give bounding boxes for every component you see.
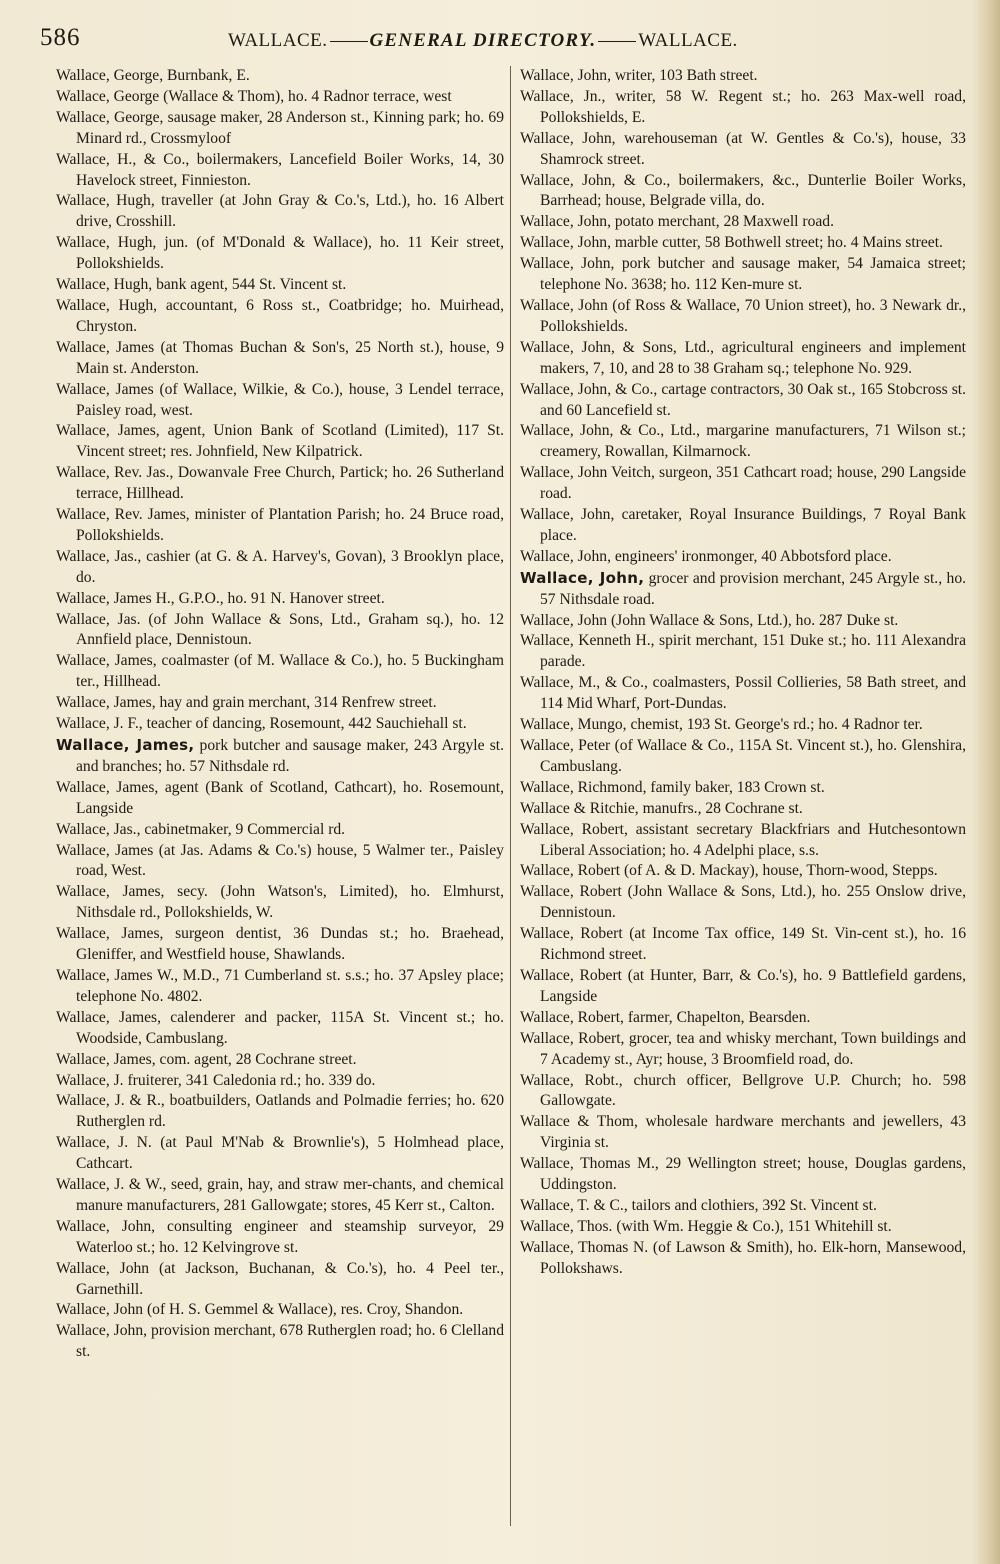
- entry-text: Wallace, J. N. (at Paul M'Nab & Brownlie's), 5: [56, 1134, 386, 1152]
- entry-text: Graham sq.; telephone No. 929.: [713, 359, 913, 377]
- directory-entry: [520, 338, 966, 380]
- entry-text: Wallace, Jas. (of John Wallace & Sons, Ltd., Graham: [56, 610, 419, 628]
- directory-entry: [520, 924, 966, 966]
- entry-text: Wallace, Thomas N. (of Lawson & Smith), ho. Elk-: [520, 1238, 849, 1256]
- page-edge: [978, 0, 1000, 1564]
- directory-entry: [56, 1071, 504, 1092]
- entry-text: Wallace, James H., G.P.O., ho. 91 N. Hanover street.: [56, 589, 385, 607]
- directory-entry: [520, 1112, 966, 1154]
- running-head-center: GENERAL DIRECTORY.: [369, 30, 597, 51]
- entry-text: North st.), house, 9 Main st. Anderston.: [76, 338, 505, 377]
- directory-entry: [520, 673, 966, 715]
- entry-text: Wallace, T. & C., tailors and clothiers, 392 St.: [520, 1196, 807, 1214]
- directory-entry: [56, 547, 504, 589]
- entry-text: Wallace, George, sausage maker, 28 Anderson st.,: [56, 108, 369, 126]
- directory-entry: [56, 505, 504, 547]
- entry-text: wood, Stepps.: [849, 862, 938, 880]
- entry-text: road; ho. 6 Clelland st.: [76, 1322, 504, 1361]
- entry-text: Wallace, John, marble cutter, 58 Bothwell street; ho.: [520, 234, 847, 252]
- entry-text: Wallace, John (of H. S. Gemmel & Wallace), res.: [56, 1301, 363, 1319]
- entry-text: 4 Mains street.: [850, 234, 943, 252]
- entry-text: Wallace, John (John Wallace & Sons, Ltd.), ho. 287: [520, 611, 843, 629]
- entry-text: Wallace, Hugh, jun. (of M'Donald & Wallace), ho.: [56, 234, 400, 252]
- entry-text: Wallace, J. F., teacher of dancing, Rosemount, 442: [56, 715, 372, 733]
- directory-entry: [520, 171, 966, 213]
- directory-entry: [520, 505, 966, 547]
- directory-entry: [56, 66, 504, 87]
- column-rule: [510, 66, 511, 1526]
- entry-text: grocer and provision merchant,: [644, 569, 846, 587]
- directory-entry: [56, 421, 504, 463]
- entry-text: Wallace, Robert, farmer, Chapelton, Bearsden.: [520, 1008, 811, 1026]
- directory-entry: [520, 1008, 966, 1029]
- entry-text: Boiler Works, Barrhead; house, Belgrade villa, do.: [540, 171, 966, 210]
- directory-entry: [56, 820, 504, 841]
- directory-entry: [56, 191, 504, 233]
- directory-entry: [520, 611, 966, 632]
- entry-text: 11 Keir street, Pollokshields.: [76, 234, 505, 273]
- entry-bold-name: Wallace, James,: [56, 736, 195, 754]
- entry-text: Wallace, J. fruiterer, 341 Caledonia rd.; ho. 339 do.: [56, 1071, 376, 1089]
- directory-entry: [56, 924, 504, 966]
- entry-text: Wallace, John, warehouseman (at W. Gentles & Co.'s),: [520, 129, 894, 147]
- entry-text: Sauchiehall st.: [375, 715, 467, 733]
- directory-entry: [56, 882, 504, 924]
- entry-text: Wallace, Robert (John Wallace & Sons, Ltd.), ho. 255: [520, 883, 871, 901]
- entry-text: Wallace, Jas., cashier (at G. & A. Harvey's, Govan),: [56, 547, 387, 565]
- directory-entry: [56, 1008, 504, 1050]
- directory-entry: [520, 631, 966, 673]
- left-column: [56, 66, 504, 1363]
- directory-entry: [520, 799, 966, 820]
- entry-text: Wallace, James, calenderer and packer, 115A St.: [56, 1008, 390, 1026]
- entry-text: 3 Brooklyn place, do.: [76, 547, 504, 586]
- directory-entry: [520, 233, 966, 254]
- entry-text: Wallace, James, coalmaster (of M. Wallace & Co.),: [56, 652, 383, 670]
- entry-text: Wallace, Hugh, bank agent, 544 St. Vincent st.: [56, 276, 347, 294]
- entry-text: 165 Stobcross st. and 60 Lancefield st.: [540, 380, 966, 419]
- directory-entry: [56, 589, 504, 610]
- running-head-right: WALLACE.: [638, 30, 738, 51]
- entry-text: Wallace, John, provision merchant, 678 Rutherglen: [56, 1322, 377, 1340]
- directory-entry: [520, 966, 966, 1008]
- directory-entry: [56, 735, 504, 778]
- entry-text: place.: [854, 547, 892, 565]
- entry-text: Jamaica street; telephone No. 3638; ho. 112 Ken-: [540, 255, 967, 294]
- directory-entry: [56, 966, 504, 1008]
- running-head-dash: [330, 41, 368, 42]
- entry-text: Wallace, James W., M.D., 71 Cumberland st. s.s.;: [56, 966, 370, 984]
- entry-text: Wallace, Robert (at Hunter, Barr, & Co.'s), ho. 9: [520, 966, 837, 984]
- directory-entry: [520, 568, 966, 611]
- entry-text: 4 Radnor ter.: [841, 716, 923, 734]
- entry-text: Wallace, James, surgeon dentist, 36 Dundas: [56, 925, 368, 943]
- entry-text: Wallace, H., & Co., boilermakers, Lancefield Boiler: [56, 150, 403, 168]
- entry-text: well road, Pollokshields, E.: [540, 87, 966, 126]
- directory-entry: [520, 1154, 966, 1196]
- page-header: [0, 24, 1000, 64]
- directory-entry: [56, 693, 504, 714]
- entry-text: Wallace, Mungo, chemist, 193 St. George's rd.; ho.: [520, 716, 838, 734]
- page-number: 586: [40, 24, 81, 51]
- entry-text: Wallace, Hugh, traveller (at John Gray & Co.'s,: [56, 192, 370, 210]
- entry-text: Bath street, and 114 Mid Wharf, Port-Dundas.: [540, 674, 966, 713]
- entry-text: Wallace, Robert, assistant secretary Blackfriars and: [520, 820, 861, 838]
- right-column: [520, 66, 966, 1280]
- entry-text: Wallace, James, agent (Bank of Scotland, Cathcart),: [56, 778, 397, 796]
- entry-text: Wallace, James (at Thomas Buchan & Son's, 25: [56, 338, 371, 356]
- entry-text: Wallace, John, pork butcher and sausage maker, 54: [520, 255, 863, 273]
- entry-text: Elmhurst, Nithsdale rd., Pollokshields, W.: [76, 883, 504, 922]
- entry-text: Wallace, J. & R., boatbuilders, Oatlands and Polmadie: [56, 1092, 403, 1110]
- entry-text: ho. 3 Newark dr., Pollokshields.: [540, 296, 966, 335]
- entry-text: Duke st.: [846, 611, 899, 629]
- entry-text: Wallace, Kenneth H., spirit merchant, 151 Duke st.;: [520, 632, 847, 650]
- directory-entry: [520, 547, 966, 568]
- directory-entry: [56, 87, 504, 108]
- directory-entry: [520, 715, 966, 736]
- entry-text: Walmer ter., Paisley road, West.: [76, 841, 504, 880]
- entry-text: Vincent st.: [810, 1196, 877, 1214]
- entry-text: Wallace, George, Burnbank, E.: [56, 67, 250, 84]
- directory-entry: [520, 1238, 966, 1280]
- entry-text: 3 Broomfield road, do.: [710, 1050, 854, 1068]
- entry-text: Onslow drive, Dennistoun.: [540, 883, 966, 922]
- directory-entry: [56, 463, 504, 505]
- entry-text: Wallace, James (of Wallace, Wilkie, & Co.), house,: [56, 380, 390, 398]
- directory-entry: [56, 714, 504, 735]
- entry-text: Wallace, Thomas M., 29 Wellington street; house,: [520, 1155, 849, 1173]
- entry-text: Wallace & Ritchie, manufrs., 28 Cochrane st.: [520, 799, 803, 817]
- directory-entry: [520, 1217, 966, 1238]
- directory-entry: [520, 380, 966, 422]
- directory-entry: [520, 736, 966, 778]
- entry-text: horn, Mansewood, Pollokshaws.: [540, 1238, 966, 1277]
- entry-text: st.), ho. Glenshira, Cambuslang.: [540, 737, 966, 775]
- directory-entry: [56, 108, 504, 150]
- entry-text: 3 Lendel terrace, Paisley road, west.: [76, 380, 504, 419]
- entry-text: Wallace, John, & Sons, Ltd., agricultural engineers: [520, 338, 862, 356]
- entry-text: Wallace, Thos. (with Wm. Heggie & Co.), 151: [520, 1217, 811, 1235]
- directory-entry: [56, 296, 504, 338]
- entry-text: Wallace, James, agent, Union Bank of Scotland: [56, 422, 377, 440]
- entry-text: 71 Wilson st.; creamery, Rowallan, Kilmarnock.: [540, 422, 967, 461]
- directory-entry: [56, 1175, 504, 1217]
- entry-text: ho. 5 Buckingham ter., Hillhead.: [76, 652, 505, 691]
- entry-text: Hutchesontown Liberal Association; ho. 4 Adelphi: [540, 820, 966, 859]
- entry-text: Wallace, James, secy. (John Watson's, Limited), ho.: [56, 883, 431, 901]
- directory-entry: [520, 1029, 966, 1071]
- entry-text: pork butcher and sausage maker,: [194, 737, 409, 754]
- entry-text: Wallace, John (of Ross & Wallace, 70 Union street),: [520, 296, 852, 314]
- running-head: [228, 30, 808, 52]
- entry-text: Battlefield gardens, Langside: [540, 966, 966, 1005]
- entry-text: Wallace, George (Wallace & Thom), ho. 4 Radnor: [56, 87, 370, 105]
- entry-text: 245 Argyle st., ho. 57 Nithsdale road.: [540, 569, 967, 608]
- directory-entry: [56, 150, 504, 192]
- entry-text: Wallace, John (at Jackson, Buchanan, & Co.'s), ho. 4: [56, 1259, 434, 1277]
- entry-text: Shawlands.: [273, 946, 346, 964]
- entry-text: cent st.), ho. 16 Richmond street.: [540, 925, 966, 964]
- entry-text: Wallace, Robert (at Income Tax office, 149 St. Vin-: [520, 925, 862, 943]
- entry-text: house, 290 Langside road.: [540, 464, 966, 503]
- entry-text: Wallace, John, engineers' ironmonger, 40 Abbotsford: [520, 547, 851, 565]
- entry-text: street.: [398, 694, 437, 712]
- entry-text: Wallace, Jn., writer, 58 W. Regent st.; ho. 263 Max-: [520, 87, 898, 105]
- directory-entry: [56, 651, 504, 693]
- entry-text: New Kilpatrick.: [262, 443, 363, 461]
- entry-text: Douglas gardens, Uddingston.: [540, 1155, 966, 1194]
- entry-text: ho. Muirhead, Chryston.: [76, 296, 504, 335]
- entry-text: (Limited), 117 St. Vincent street; res. Johnfield,: [76, 422, 505, 461]
- entry-text: st.; ho. Braehead, Gleniffer, and Westfield house,: [76, 925, 504, 964]
- directory-entry: [520, 66, 966, 87]
- entry-text: ho. 598 Gallowgate.: [540, 1071, 966, 1110]
- entry-text: Peel ter., Garnethill.: [76, 1259, 504, 1298]
- directory-entry: [520, 1071, 966, 1113]
- entry-text: Wallace, James, hay and grain merchant, 314 Renfrew: [56, 694, 396, 712]
- directory-entry: [56, 1133, 504, 1175]
- entry-text: Wallace, James (at Jas. Adams & Co.'s) house, 5: [56, 841, 371, 859]
- entry-text: Wallace, Robert, grocer, tea and whisky merchant,: [520, 1029, 838, 1047]
- directory-entry: [520, 861, 966, 882]
- directory-entry: [520, 882, 966, 924]
- entry-text: Wallace, John, consulting engineer and steamship: [56, 1217, 407, 1235]
- entry-text: Holmhead place, Cathcart.: [76, 1134, 504, 1173]
- entry-text: ho. 37 Apsley place; telephone No. 4802.: [76, 966, 504, 1005]
- directory-entry: [520, 463, 966, 505]
- entry-bold-name: Wallace, John,: [520, 568, 645, 587]
- running-head-left: WALLACE.: [228, 30, 328, 51]
- entry-text: ho. Rosemount, Langside: [76, 778, 504, 817]
- entry-text: Wallace, Jas., cabinetmaker, 9 Commercial rd.: [56, 820, 346, 838]
- directory-entry: [56, 1321, 504, 1363]
- directory-entry: [520, 1196, 966, 1217]
- entry-text: Whitehill st.: [814, 1217, 892, 1235]
- running-head-dash: [598, 41, 636, 42]
- entry-text: ho. 24 Bruce road, Pollokshields.: [76, 506, 504, 544]
- entry-text: Wallace, Robert (of A. & D. Mackay), house, Thorn-: [520, 862, 850, 880]
- entry-text: Wallace, James, com. agent, 28 Cochrane street.: [56, 1050, 357, 1068]
- directory-entry: [520, 421, 966, 463]
- entry-text: Works, 14, 30 Havelock street, Finnieston.: [76, 150, 505, 189]
- entry-text: Wallace, Peter (of Wallace & Co., 115A St. Vincent: [520, 737, 846, 754]
- entry-text: surveyor, 29 Waterloo st.; ho. 12 Kelvingrove st.: [76, 1217, 504, 1256]
- entry-text: Gallowgate; stores, 45 Kerr st., Calton.: [250, 1196, 495, 1214]
- entry-text: Wallace, Hugh, accountant, 6 Ross st., Coatbridge;: [56, 296, 403, 314]
- entry-text: Wallace, John, & Co., boilermakers, &c., Dunterlie: [520, 171, 867, 189]
- directory-entry: [56, 778, 504, 820]
- directory-entry: [56, 275, 504, 296]
- directory-entry: [56, 610, 504, 652]
- entry-text: Wallace, Robt., church officer, Bellgrove U.P. Church;: [520, 1071, 902, 1089]
- entry-text: ferries; ho. 620 Rutherglen rd.: [76, 1092, 504, 1131]
- directory-entry: [56, 1217, 504, 1259]
- directory-entry: [520, 820, 966, 862]
- entry-text: house, 33 Shamrock street.: [540, 129, 966, 168]
- directory-entry: [520, 778, 966, 799]
- entry-text: sq.), ho. 12 Annfield place, Dennistoun.: [76, 610, 504, 649]
- entry-text: Wallace, John, caretaker, Royal Insurance Buildings,: [520, 506, 867, 524]
- entry-text: Ltd.), ho. 16 Albert drive, Crosshill.: [76, 192, 504, 231]
- entry-text: Wallace, John, potato merchant, 28 Maxwell road.: [520, 213, 834, 231]
- entry-text: mure st.: [752, 276, 803, 294]
- directory-entry: [56, 380, 504, 422]
- entry-text: Wallace, Rev. James, minister of Plantation Parish;: [56, 506, 381, 524]
- entry-text: Wallace & Thom, wholesale hardware merchants and: [520, 1113, 876, 1131]
- entry-text: terrace, west: [372, 87, 452, 105]
- entry-text: Town buildings and 7 Academy st., Ayr; house,: [540, 1029, 967, 1068]
- entry-text: Wallace, Richmond, family baker, 183 Crown st.: [520, 778, 825, 796]
- entry-text: Wallace, J. & W., seed, grain, hay, and straw mer-: [56, 1176, 373, 1194]
- entry-text: Vincent st.; ho. Woodside, Cambuslang.: [76, 1008, 504, 1047]
- directory-entry: [56, 338, 504, 380]
- directory-entry: [56, 1050, 504, 1071]
- entry-text: chants, and chemical manure manufacturers, 281: [76, 1176, 505, 1214]
- directory-entry: [520, 129, 966, 171]
- directory-entry: [56, 1259, 504, 1301]
- entry-text: Wallace, John, writer, 103 Bath street.: [520, 67, 758, 84]
- entry-text: jewellers, 43 Virginia st.: [540, 1113, 966, 1152]
- entry-text: place, s.s.: [758, 841, 819, 859]
- entry-text: 243 Argyle st. and branches; ho. 57 Nithsdale rd.: [76, 737, 504, 775]
- directory-entry: [56, 1091, 504, 1133]
- entry-text: Kinning park; ho. 69 Minard rd., Crossmyloof: [76, 108, 504, 147]
- directory-entry: [520, 212, 966, 233]
- entry-text: 7 Royal Bank place.: [540, 506, 966, 544]
- entry-text: Wallace, Rev. Jas., Dowanvale Free Church, Partick;: [56, 464, 389, 482]
- directory-entry: [520, 254, 966, 296]
- directory-entry: [56, 1300, 504, 1321]
- entry-text: and implement makers, 7, 10, and 28 to 38: [540, 338, 967, 377]
- entry-text: Wallace, John, & Co., cartage contractors, 30 Oak st.,: [520, 380, 856, 398]
- directory-entry: [520, 296, 966, 338]
- entry-text: Wallace, M., & Co., coalmasters, Possil Collieries, 58: [520, 674, 862, 692]
- entry-text: ho. 111 Alexandra parade.: [540, 632, 967, 671]
- entry-text: ho. 26 Sutherland terrace, Hillhead.: [76, 464, 504, 503]
- entry-text: Wallace, John, & Co., Ltd., margarine manufacturers,: [520, 422, 869, 440]
- directory-entry: [56, 233, 504, 275]
- entry-text: Croy, Shandon.: [366, 1301, 464, 1319]
- directory-entry: [56, 841, 504, 883]
- directory-entry: [520, 87, 966, 129]
- entry-text: Wallace, John Veitch, surgeon, 351 Cathcart road;: [520, 464, 833, 482]
